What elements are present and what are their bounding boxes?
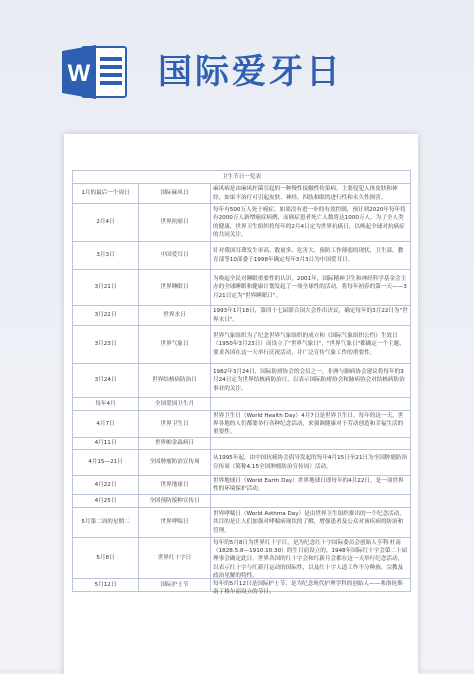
word-app-icon <box>62 43 128 101</box>
holiday-date-cell: 1月的最后一个周日 <box>73 184 139 204</box>
holiday-name-cell: 国际护士节 <box>139 579 211 592</box>
holiday-date-cell: 5月第二周的星期二 <box>73 508 139 538</box>
holiday-description-cell <box>211 270 411 306</box>
table-row <box>73 242 411 270</box>
table-row <box>73 398 411 411</box>
holiday-name-cell: 世界红十字日 <box>139 538 211 579</box>
holiday-name-cell: 世界抗癌日 <box>139 204 211 242</box>
holiday-description-cell <box>211 476 411 495</box>
table-row <box>73 476 411 495</box>
holiday-description-cell <box>211 242 411 270</box>
holiday-description-cell <box>211 538 411 579</box>
holiday-date-cell: 5月8日 <box>73 538 139 579</box>
holiday-name-cell: 世界气象日 <box>139 326 211 364</box>
holiday-description-cell <box>211 495 411 508</box>
table-row <box>73 270 411 306</box>
table-caption: 卫生节日一览表 <box>73 171 411 184</box>
holiday-description-text: 每年有500万人死于癌症，如果没有进一步的有效控制，预计到2020年每年将有2000万人新增癌症病例，而癌症患者死亡人数将达1000万人，为了全人类的健康，世界卫生组织将每年的2月4日定为世界抗癌日，以唤起全球对抗癌症的共同关注。 <box>213 207 406 238</box>
holiday-description-text: 世界地球日（World Earth Day）世界地球日即每年的4月22日，是一项世界性的环境保护活动。 <box>213 478 404 493</box>
holiday-date-cell: 5月12日 <box>73 579 139 592</box>
table-row <box>73 579 411 592</box>
holiday-description-cell <box>211 579 411 596</box>
holiday-description-cell <box>211 438 411 450</box>
holiday-name-cell: 世界哮喘日 <box>139 508 211 538</box>
holiday-date-cell: 4月25日 <box>73 495 139 508</box>
holiday-description-cell <box>211 450 411 476</box>
holiday-name-cell: 全国预防接种宣传日 <box>139 495 211 508</box>
holiday-description-text: 世界卫生日（World Health Day）4月7日是世界卫生日。每年的这一天，世界各地的人们都要举行各种纪念活动，来强调健康对于劳动创造和幸福生活的重要性。 <box>213 413 404 436</box>
table-row <box>73 438 411 450</box>
holiday-date-cell: 3月3日 <box>73 242 139 270</box>
holiday-description-cell <box>211 364 411 398</box>
holiday-date-cell: 2月4日 <box>73 204 139 242</box>
holiday-description-cell <box>211 398 411 411</box>
holiday-description-cell <box>211 204 411 242</box>
holiday-date-cell: 4月22日 <box>73 476 139 495</box>
holiday-description-cell <box>211 508 411 538</box>
holiday-name-cell: 世界帕金森病日 <box>139 438 211 450</box>
page-header <box>0 0 474 130</box>
holiday-date-cell: 4月7日 <box>73 411 139 438</box>
holiday-date-cell: 3月23日 <box>73 326 139 364</box>
holiday-name-cell: 中国爱耳日 <box>139 242 211 270</box>
table-row <box>73 306 411 326</box>
table-row <box>73 326 411 364</box>
holiday-description-text: 麻风病是由麻风杆菌引起的一种慢性接触性传染病，主要侵犯人体皮肤和神经，如果不治疗可引起皮肤、神经、四肢和眼的进行性和永久性损害。 <box>213 186 398 201</box>
table-row <box>73 495 411 508</box>
table-row <box>73 184 411 204</box>
holiday-name-cell: 世界结核病防治日 <box>139 364 211 398</box>
holiday-name-cell: 世界睡眠日 <box>139 270 211 306</box>
table-row <box>73 364 411 398</box>
holiday-description-cell <box>211 411 411 438</box>
holiday-description-text: 1993年1月18日，第四十七届联合国大会作出决议，确定每年的3月22日为"世界水日"。 <box>213 308 408 323</box>
holiday-date-cell: 3月22日 <box>73 306 139 326</box>
holiday-name-cell: 国际麻风日 <box>139 184 211 204</box>
holiday-date-cell: 4月15—21日 <box>73 450 139 476</box>
holiday-name-cell: 世界水日 <box>139 306 211 326</box>
table-row <box>73 411 411 438</box>
holiday-date-cell: 每年4月 <box>73 398 139 411</box>
holiday-description-text: 每年的5月8日为世界红十字日，是为纪念红十字国际委员会创始人亨利·杜南（1828.5.8—1910.10.30）的生日而设立的。1948年国际红十字会第二十届理事会确定此日。世界各国的红十字会和红新月会都在这一天举行纪念活动，以表示红十字与红新月运动的国际性，以及红十字人道工作不分种族、宗教及政治见解的特性。 <box>213 540 408 579</box>
holiday-description-cell <box>211 306 411 326</box>
holiday-name-cell: 世界卫生日 <box>139 411 211 438</box>
holiday-date-cell: 3月21日 <box>73 270 139 306</box>
holiday-name-cell: 全国肿瘤防治宣传周 <box>139 450 211 476</box>
holiday-name-cell: 世界地球日 <box>139 476 211 495</box>
holiday-description-text: 每年的5月12日是国际护士节，是为纪念现代护理学科的创始人——弗洛伦斯·南丁格尔而设立的节日。 <box>213 581 405 596</box>
page-title: 国际爱牙日 <box>158 52 343 92</box>
table-row <box>73 450 411 476</box>
table-row <box>73 204 411 242</box>
table-caption-row <box>73 171 411 184</box>
holiday-description-text: 针对我国耳聋发生率高、数量多、危害大，预防工作薄弱的现状，卫生部、教育部等10部委于1998年确定每年3月3日为中国爱耳日。 <box>213 248 404 263</box>
holiday-date-cell: 3月24日 <box>73 364 139 398</box>
holiday-date-cell: 4月11日 <box>73 438 139 450</box>
word-logo-letter: W <box>67 60 91 87</box>
document-page <box>64 134 418 674</box>
holiday-description-text: 从1995年起，由中国抗癌协会倡导发起的每年4月15日至21日为全国肿瘤防治宣传周（简称4.15全国肿瘤防治宣传周）活动。 <box>213 455 408 470</box>
table-row <box>73 508 411 538</box>
holiday-name-cell: 全国爱国卫生月 <box>139 398 211 411</box>
holiday-description-text: 为唤起全民对睡眠重要性的认识，2001年，国际精神卫生和神经科学基金会主办的全球睡眠和健康计划发起了一项全球性的活动，将每年初春的第一天——3月21日定为"世界睡眠日"。 <box>213 276 407 299</box>
holiday-description-cell <box>211 184 411 204</box>
holiday-table <box>72 170 411 596</box>
holiday-description-text: 世界气象组织为了纪念世界气象组织的成立和《国际气象组织公约》生效日（1950年3月23日）而设立了"世界气象日"，"世界气象日"都确定一个主题，要求各国在这一天举行庆祝活动，并广泛宣传气象工作的重要性。 <box>213 333 405 356</box>
table-row <box>73 538 411 579</box>
holiday-description-text: 1982年3月24日，国际防痨协会的会员之一，非洲与肺病协会建议将每年的3月24日定为世界结核病防治日，以表示国际防痨协会和肺病协会对结核病防治事业的关注。 <box>213 369 405 392</box>
holiday-description-cell <box>211 326 411 364</box>
holiday-description-text: 世界哮喘日（World Asthma Day）是由世界卫生组织推出的一个纪念活动，其目的是让人们加强对哮喘病现状的了解，增强患者及公众对该疾病的防治和管理。 <box>213 511 405 534</box>
